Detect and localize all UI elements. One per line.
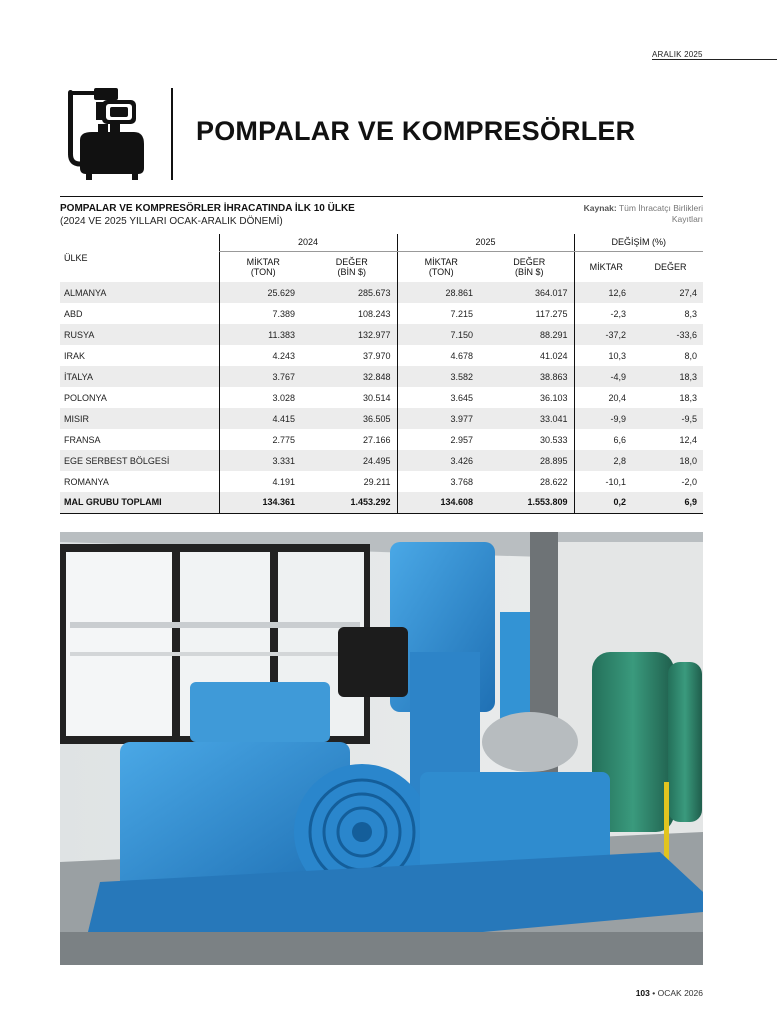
header-bin-label: (BİN $): [514, 266, 544, 277]
header-rule: [652, 59, 777, 60]
cell-deger-2025: 117.275: [535, 308, 568, 319]
table-row: [60, 345, 703, 366]
cell-deger-2024: 32.848: [307, 366, 397, 387]
footer-issue: OCAK 2026: [657, 988, 703, 998]
cell-deger-2025: 1.553.809: [485, 492, 574, 513]
table-total-row: [60, 492, 703, 513]
cell-deger-2025: 36.103: [539, 392, 568, 403]
export-table: [60, 234, 703, 514]
table-row: [60, 471, 703, 492]
header-miktar-2024: [219, 251, 307, 282]
issue-date-top: ARALIK 2025: [652, 50, 703, 59]
cell-change-deger: 8,0: [684, 350, 697, 361]
cell-miktar-2024: 7.389: [219, 303, 307, 324]
source-note: [563, 203, 703, 225]
footer-separator: •: [652, 988, 656, 998]
cell-miktar-2025: 7.215: [397, 303, 485, 324]
page-number: 103: [635, 988, 650, 998]
cell-country: MISIR: [60, 408, 219, 429]
title-divider: [171, 88, 173, 180]
table-top-rule: [60, 196, 703, 197]
table-row: [60, 282, 703, 303]
table-subtitle: (2024 VE 2025 YILLARI OCAK-ARALIK DÖNEMİ): [60, 216, 283, 227]
table-row: [60, 366, 703, 387]
cell-deger-2024: 30.514: [362, 392, 391, 403]
cell-change-miktar: -10,1: [574, 471, 638, 492]
cell-miktar-2025: 3.426: [397, 450, 485, 471]
cell-deger-2024: 108.243: [357, 308, 391, 319]
table-title: POMPALAR VE KOMPRESÖRLER İHRACATINDA İLK 10 ÜLKE: [60, 203, 355, 214]
cell-country: ALMANYA: [60, 282, 219, 303]
cell-country: EGE SERBEST BÖLGESİ: [60, 450, 219, 471]
cell-deger-2024: 285.673: [307, 282, 397, 303]
cell-change-miktar: 20,4: [574, 387, 638, 408]
cell-change-miktar: 2,8: [574, 450, 638, 471]
cell-deger-2025: 38.863: [485, 366, 574, 387]
cell-deger-2024: 36.505: [307, 408, 397, 429]
cell-country: RUSYA: [60, 324, 219, 345]
page-footer: [636, 988, 703, 998]
header-miktar-2025: [397, 251, 485, 282]
cell-deger-2025: 33.041: [485, 408, 574, 429]
cell-country: MAL GRUBU TOPLAMI: [60, 492, 219, 513]
cell-deger-2024: 27.166: [362, 434, 391, 445]
cell-deger-2025: 28.895: [485, 450, 574, 471]
cell-country: İTALYA: [60, 366, 219, 387]
source-text: Tüm İhracatçı Birlikleri Kayıtları: [618, 203, 703, 224]
cell-miktar-2024: 3.331: [219, 450, 307, 471]
cell-country: ABD: [64, 308, 83, 319]
cell-miktar-2025: 134.608: [397, 492, 485, 513]
cell-miktar-2025: 2.957: [397, 429, 485, 450]
cell-change-miktar: -2,3: [574, 303, 638, 324]
cell-change-deger: 27,4: [638, 282, 703, 303]
cell-change-miktar: -37,2: [574, 324, 638, 345]
cell-miktar-2024: 3.767: [219, 366, 307, 387]
cell-deger-2025: 28.622: [539, 476, 568, 487]
cell-change-deger: 12,4: [679, 434, 697, 445]
header-change: DEĞİŞİM (%): [574, 234, 703, 251]
header-miktar-label: MİKTAR: [424, 256, 458, 267]
cell-change-deger: 6,9: [638, 492, 703, 513]
cell-deger-2025: 364.017: [485, 282, 574, 303]
page-title: POMPALAR VE KOMPRESÖRLER: [196, 116, 636, 146]
table-row: [60, 450, 703, 471]
cell-change-miktar: 0,2: [574, 492, 638, 513]
cell-deger-2025: 88.291: [485, 324, 574, 345]
cell-miktar-2025: 7.150: [397, 324, 485, 345]
header-deger-label: DEĞER: [335, 256, 368, 267]
cell-miktar-2024: 134.361: [219, 492, 307, 513]
cell-country: POLONYA: [64, 392, 107, 403]
cell-change-deger: 18,0: [638, 450, 703, 471]
cell-miktar-2024: 4.415: [219, 408, 307, 429]
cell-deger-2024: 24.495: [307, 450, 397, 471]
cell-miktar-2025: 3.645: [397, 387, 485, 408]
cell-miktar-2024: 11.383: [219, 324, 307, 345]
source-label: Kaynak:: [583, 203, 617, 213]
cell-change-miktar: -4,9: [574, 366, 638, 387]
cell-change-deger: -2,0: [681, 476, 697, 487]
cell-deger-2024: 1.453.292: [307, 492, 397, 513]
cell-change-deger: -9,5: [638, 408, 703, 429]
compressor-photo: [60, 532, 703, 965]
header-deger-label: DEĞER: [513, 256, 546, 267]
table-row: [60, 408, 703, 429]
header-ton-label: (TON): [250, 266, 276, 277]
cell-change-miktar: 12,6: [574, 282, 638, 303]
header-deger-2024: [307, 251, 397, 282]
header-country: ÜLKE: [64, 253, 88, 263]
header-miktar-label: MİKTAR: [246, 256, 280, 267]
header-change-deger: DEĞER: [654, 261, 687, 272]
cell-country: ROMANYA: [64, 476, 109, 487]
cell-change-deger: 18,3: [679, 392, 697, 403]
header-year-2024: 2024: [219, 234, 397, 251]
cell-country: IRAK: [64, 350, 86, 361]
cell-deger-2025: 30.533: [539, 434, 568, 445]
cell-miktar-2024: 2.775: [219, 429, 307, 450]
table-row: [60, 303, 703, 324]
header-year-2025: 2025: [397, 234, 574, 251]
header-deger-2025: [485, 251, 574, 282]
table-row: [60, 429, 703, 450]
cell-country: FRANSA: [64, 434, 101, 445]
cell-deger-2024: 132.977: [307, 324, 397, 345]
table-body: [60, 282, 703, 513]
cell-change-miktar: 6,6: [574, 429, 638, 450]
header-change-miktar: MİKTAR: [574, 251, 638, 282]
cell-miktar-2024: 4.191: [219, 471, 307, 492]
header-bin-label: (BİN $): [337, 266, 366, 277]
cell-miktar-2025: 3.977: [397, 408, 485, 429]
cell-change-deger: -33,6: [638, 324, 703, 345]
cell-change-miktar: 10,3: [574, 345, 638, 366]
cell-change-deger: 18,3: [638, 366, 703, 387]
header-ton-label: (TON): [428, 266, 454, 277]
cell-miktar-2024: 3.028: [219, 387, 307, 408]
cell-change-deger: 8,3: [684, 308, 697, 319]
table-row: [60, 324, 703, 345]
cell-miktar-2025: 3.768: [397, 471, 485, 492]
cell-miktar-2025: 4.678: [397, 345, 485, 366]
cell-miktar-2025: 28.861: [397, 282, 485, 303]
table-row: [60, 387, 703, 408]
cell-miktar-2025: 3.582: [397, 366, 485, 387]
cell-deger-2024: 37.970: [362, 350, 391, 361]
water-pump-icon: [64, 88, 146, 182]
cell-miktar-2024: 4.243: [219, 345, 307, 366]
cell-miktar-2024: 25.629: [219, 282, 307, 303]
cell-deger-2025: 41.024: [539, 350, 568, 361]
cell-deger-2024: 29.211: [363, 476, 391, 487]
cell-change-miktar: -9,9: [574, 408, 638, 429]
